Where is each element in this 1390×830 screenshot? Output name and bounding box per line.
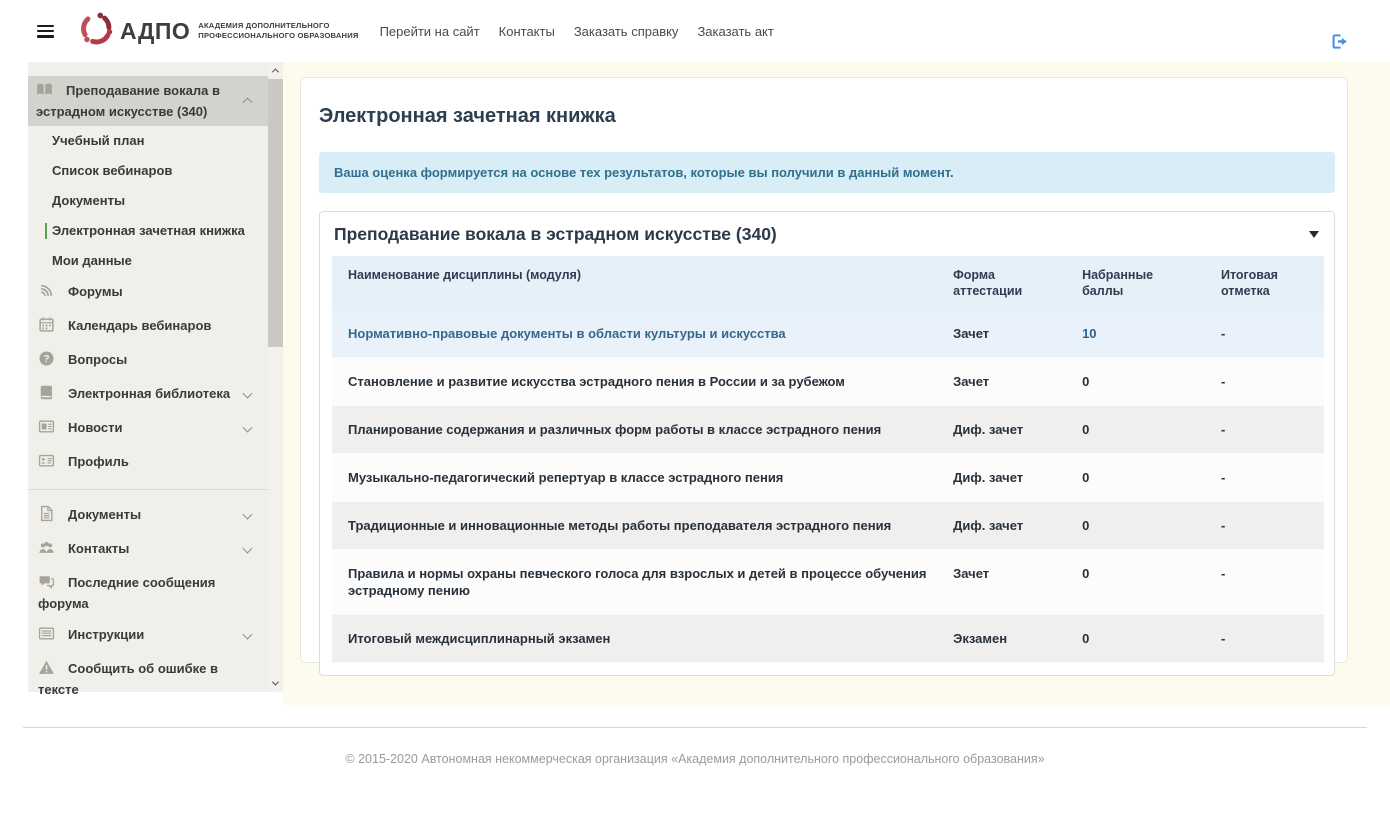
- chevron-down-icon: [243, 544, 253, 554]
- newspaper-icon: [38, 418, 55, 440]
- nav-link-site[interactable]: Перейти на сайт: [379, 23, 480, 39]
- table-row: Становление и развитие искусства эстрадного пения в России и за рубежом Зачет 0 -: [332, 358, 1324, 406]
- sidebar-subitem-gradebook[interactable]: Электронная зачетная книжка: [28, 216, 268, 246]
- warning-icon: [38, 659, 55, 681]
- nav-link-contacts[interactable]: Контакты: [498, 23, 555, 39]
- program-panel-title: Преподавание вокала в эстрадном искусстве (340): [334, 224, 777, 244]
- top-nav: [380, 24, 793, 39]
- program-panel-header[interactable]: [320, 212, 1334, 256]
- sidebar-divider: [28, 489, 268, 490]
- sidebar-subitem-my-data[interactable]: Мои данные: [52, 253, 132, 268]
- col-header-form: Форма аттестации: [937, 256, 1066, 310]
- sidebar-item-webinar-calendar[interactable]: Календарь вебинаров: [28, 310, 268, 344]
- scrollbar-down-arrow[interactable]: [268, 676, 283, 691]
- sidebar-subitem-documents[interactable]: Документы: [52, 193, 126, 208]
- table-row: Планирование содержания и различных форм работы в классе эстрадного пения Диф. зачет 0 -: [332, 406, 1324, 454]
- chevron-down-icon: [243, 510, 253, 520]
- footer-divider: [23, 727, 1367, 728]
- sidebar-item-program[interactable]: [28, 76, 268, 126]
- id-card-icon: [38, 452, 55, 474]
- sidebar-item-forums[interactable]: Форумы: [28, 276, 268, 310]
- table-row: Правила и нормы охраны певческого голоса для взрослых и детей в процессе обучения эстрадному пению Зачет 0 -: [332, 550, 1324, 615]
- sidebar-item-contacts[interactable]: Контакты: [28, 533, 268, 567]
- sidebar-item-label: Преподавание вокала в эстрадном искусстве (340): [36, 83, 220, 119]
- col-header-points: Набранные баллы: [1066, 256, 1205, 310]
- sidebar-item-questions[interactable]: ? Вопросы: [28, 344, 268, 378]
- adpo-emblem-icon: [77, 10, 115, 53]
- col-header-discipline: Наименование дисциплины (модуля): [332, 256, 937, 310]
- table-row: Итоговый междисциплинарный экзамен Экзамен 0 -: [332, 615, 1324, 663]
- logo[interactable]: [77, 10, 359, 53]
- sidebar-item-instructions[interactable]: Инструкции: [28, 619, 268, 653]
- sidebar-item-latest-forum-posts[interactable]: Последние сообщения форума: [38, 575, 216, 611]
- nav-link-order-certificate[interactable]: Заказать справку: [573, 23, 679, 39]
- caret-down-icon: [1309, 231, 1319, 238]
- chevron-up-icon: [243, 97, 253, 107]
- table-row: Традиционные и инновационные методы работы преподавателя эстрадного пения Диф. зачет 0 -: [332, 502, 1324, 550]
- sidebar-item-report-error[interactable]: Сообщить об ошибке в тексте: [38, 661, 218, 697]
- sidebar-item-documents-section[interactable]: Документы: [28, 499, 268, 533]
- comments-icon: [38, 573, 55, 595]
- chevron-down-icon: [243, 423, 253, 433]
- info-alert: Ваша оценка формируется на основе тех результатов, которые вы получили в данный момент.: [319, 152, 1335, 193]
- content-card: [300, 77, 1348, 663]
- forums-icon: [38, 282, 55, 304]
- program-panel: [319, 211, 1335, 676]
- sidebar-scrollbar: [268, 62, 283, 692]
- main-area: [283, 62, 1390, 705]
- copyright-text: © 2015-2020 Автономная некоммерческая организация «Академия дополнительного профессионального образования»: [345, 752, 1045, 766]
- scrollbar-up-arrow[interactable]: [268, 63, 283, 78]
- top-header: [0, 0, 1390, 62]
- open-book-icon: [36, 81, 53, 103]
- chevron-down-icon: [243, 630, 253, 640]
- calendar-icon: [38, 316, 55, 338]
- nav-link-order-act[interactable]: Заказать акт: [697, 23, 774, 39]
- svg-text:?: ?: [43, 354, 50, 366]
- list-icon: [38, 625, 55, 647]
- hamburger-icon[interactable]: [37, 25, 54, 38]
- logout-icon[interactable]: [1330, 32, 1349, 51]
- grades-table: [332, 256, 1324, 663]
- col-header-mark: Итоговая отметка: [1205, 256, 1324, 310]
- table-row: Музыкально-педагогический репертуар в классе эстрадного пения Диф. зачет 0 -: [332, 454, 1324, 502]
- sidebar-subitem-study-plan[interactable]: Учебный план: [52, 133, 145, 148]
- logo-subtitle: АКАДЕМИЯ ДОПОЛНИТЕЛЬНОГО ПРОФЕССИОНАЛЬНОГО ОБРАЗОВАНИЯ: [198, 21, 359, 40]
- sidebar-item-news[interactable]: Новости: [28, 412, 268, 446]
- sidebar-subitem-webinar-list[interactable]: Список вебинаров: [52, 163, 173, 178]
- scrollbar-thumb[interactable]: [268, 79, 283, 347]
- users-icon: [38, 539, 55, 561]
- table-header-row: [332, 256, 1324, 310]
- table-row: Нормативно-правовые документы в области культуры и искусства Зачет 10 -: [332, 310, 1324, 358]
- library-icon: [38, 384, 55, 406]
- sidebar: [28, 62, 268, 697]
- question-icon: [38, 350, 55, 372]
- logo-abbr: АДПО: [120, 17, 191, 44]
- document-icon: [38, 505, 55, 527]
- footer: [0, 705, 1390, 830]
- chevron-down-icon: [243, 389, 253, 399]
- sidebar-item-elibrary[interactable]: Электронная библиотека: [28, 378, 268, 412]
- page-title: Электронная зачетная книжка: [319, 105, 616, 127]
- program-panel-body: [320, 256, 1334, 675]
- sidebar-item-profile[interactable]: Профиль: [28, 446, 268, 480]
